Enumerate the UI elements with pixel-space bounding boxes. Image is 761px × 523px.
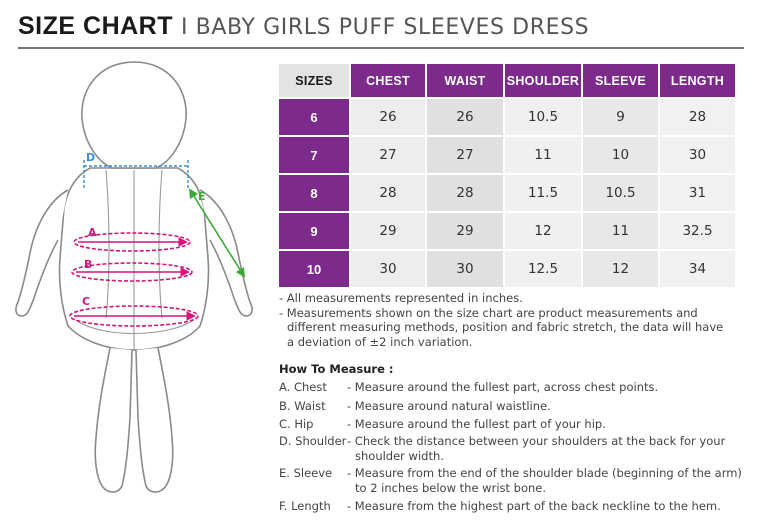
table-cell: 30 — [658, 137, 735, 175]
table-header-row — [279, 64, 735, 99]
measure-desc: - Measure around the fullest part, across chest points. — [347, 380, 659, 394]
measure-label: C. Hip — [279, 417, 314, 431]
note-line: different measuring methods, position and fabric stretch, the data will have — [287, 320, 724, 334]
table-cell: 11 — [581, 213, 658, 251]
title-rest: I BABY GIRLS PUFF SLEEVES DRESS — [181, 15, 590, 40]
column-header: CHEST — [349, 64, 425, 99]
size-cell: 9 — [279, 213, 349, 251]
table-cell: 11.5 — [503, 175, 581, 213]
measurement-notes — [279, 291, 749, 349]
table-row — [279, 213, 735, 251]
table-cell: 28 — [349, 175, 425, 213]
size-cell: 6 — [279, 99, 349, 137]
measure-desc: - Measure around natural waistline. — [347, 399, 551, 413]
measure-label: B. Waist — [279, 399, 326, 413]
measure-desc: - Measure around the fullest part of your hip. — [347, 417, 606, 431]
table-cell: 12 — [581, 251, 658, 289]
table-cell: 30 — [425, 251, 503, 289]
measure-label: A. Chest — [279, 380, 327, 394]
note-line: a deviation of ±2 inch variation. — [287, 334, 473, 349]
head — [82, 62, 186, 168]
column-header: WAIST — [425, 64, 503, 99]
how-to-measure-title: How To Measure : — [279, 362, 394, 376]
table-cell: 10 — [581, 137, 658, 175]
table-row — [279, 251, 735, 289]
table-cell: 26 — [349, 99, 425, 137]
table-cell: 27 — [349, 137, 425, 175]
column-header: SLEEVE — [581, 64, 658, 99]
table-row — [279, 137, 735, 175]
table-cell: 10.5 — [503, 99, 581, 137]
right-leg — [136, 348, 173, 492]
table-cell: 28 — [425, 175, 503, 213]
table-cell: 27 — [425, 137, 503, 175]
measure-desc: - Check the distance between your shoulders at the back for your shoulder width. — [347, 434, 726, 463]
left-leg — [95, 348, 132, 492]
size-table — [279, 64, 735, 289]
size-cell: 8 — [279, 175, 349, 213]
label-d: D — [86, 151, 96, 164]
table-cell: 12.5 — [503, 251, 581, 289]
page-header — [18, 12, 744, 41]
measure-desc: - Measure from the end of the shoulder blade (beginning of the arm) to 2 inches below the wrist bone. — [347, 466, 742, 495]
header-divider — [18, 47, 744, 49]
size-cell: 7 — [279, 137, 349, 175]
table-cell: 12 — [503, 213, 581, 251]
title-bold: SIZE CHART — [18, 12, 173, 40]
table-cell: 11 — [503, 137, 581, 175]
column-header: SHOULDER — [503, 64, 581, 99]
table-cell: 10.5 — [581, 175, 658, 213]
table-row — [279, 175, 735, 213]
table-cell: 29 — [425, 213, 503, 251]
table-cell: 29 — [349, 213, 425, 251]
measure-desc: - Measure from the highest part of the back neckline to the hem. — [347, 499, 721, 513]
table-cell: 34 — [658, 251, 735, 289]
note-line: - Measurements shown on the size chart are product measurements and — [279, 305, 698, 320]
note-line: - All measurements represented in inches. — [279, 291, 523, 305]
label-c: C — [82, 295, 91, 308]
size-cell: 10 — [279, 251, 349, 289]
baby-figure-illustration — [6, 58, 268, 520]
label-e: E — [198, 190, 206, 203]
table-cell: 26 — [425, 99, 503, 137]
table-cell: 9 — [581, 99, 658, 137]
measure-label: E. Sleeve — [279, 466, 333, 480]
table-cell: 28 — [658, 99, 735, 137]
measure-label: F. Length — [279, 499, 331, 513]
table-cell: 32.5 — [658, 213, 735, 251]
table-cell: 30 — [349, 251, 425, 289]
label-b: B — [84, 258, 93, 271]
label-a: A — [88, 226, 97, 239]
table-cell: 31 — [658, 175, 735, 213]
column-header: SIZES — [279, 64, 349, 99]
measure-label: D. Shoulder — [279, 434, 347, 448]
table-row — [279, 99, 735, 137]
column-header: LENGTH — [658, 64, 735, 99]
